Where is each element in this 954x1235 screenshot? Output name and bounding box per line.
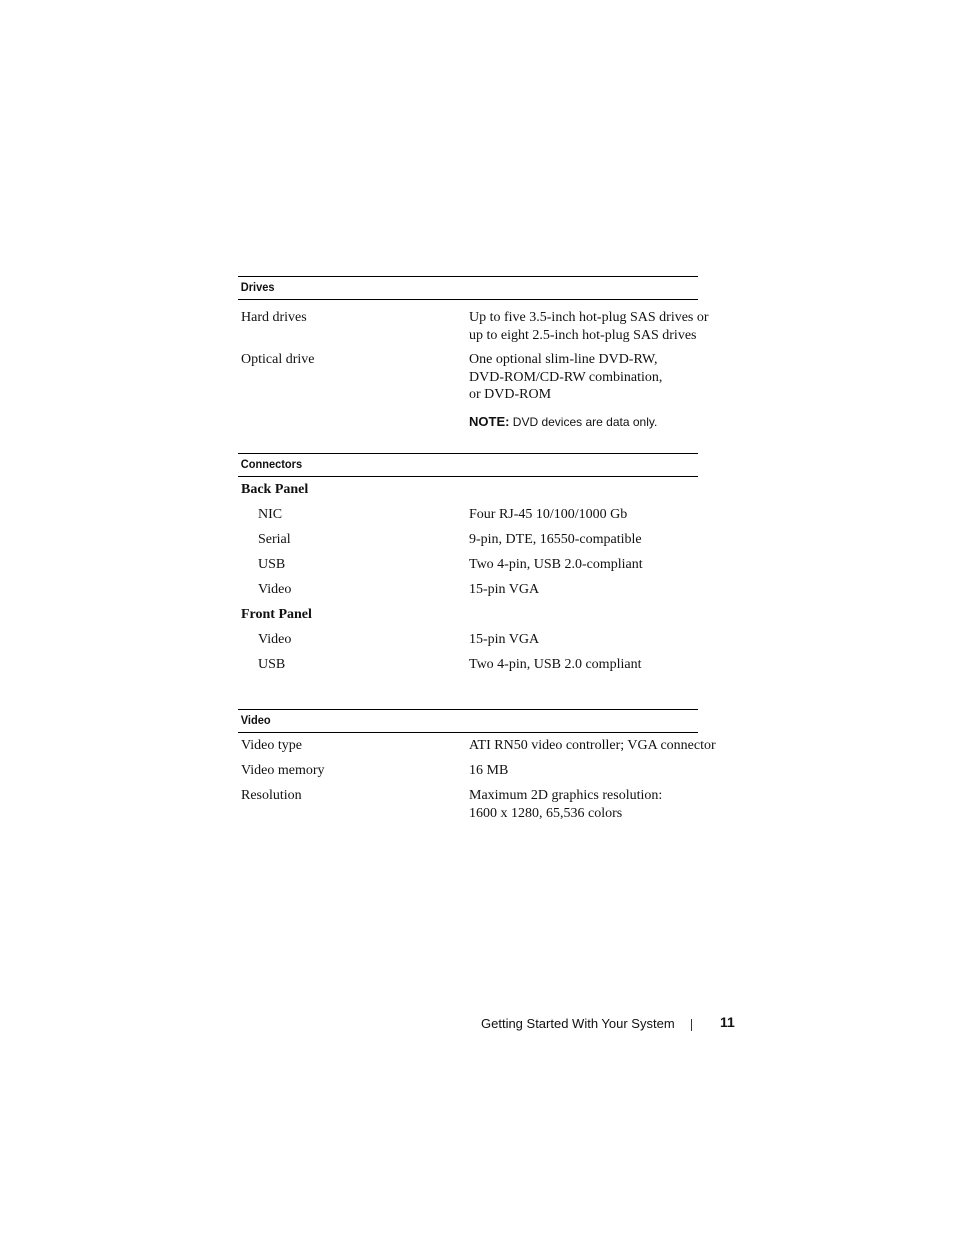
drives-section bbox=[238, 276, 738, 433]
spec-label: Hard drives bbox=[241, 310, 307, 325]
connectors-section bbox=[238, 453, 738, 681]
spec-row-nic bbox=[238, 506, 738, 531]
spec-value: 15-pin VGA bbox=[469, 632, 540, 647]
spec-label: Serial bbox=[258, 532, 291, 547]
spec-value: Two 4-pin, USB 2.0 compliant bbox=[469, 657, 642, 672]
spec-value: Four RJ-45 10/100/1000 Gb bbox=[469, 507, 628, 522]
spec-row-hard-drives bbox=[238, 309, 738, 351]
subsection-title: Front Panel bbox=[241, 607, 312, 622]
note-label: NOTE: bbox=[469, 414, 510, 429]
spec-label: Resolution bbox=[241, 788, 302, 803]
spec-label: Video bbox=[258, 582, 292, 597]
spec-row-front-usb bbox=[238, 656, 738, 681]
connectors-header: Connectors bbox=[238, 453, 698, 477]
spec-label: Video type bbox=[241, 738, 302, 753]
spec-label: NIC bbox=[258, 507, 283, 522]
spec-value-line: ATI RN50 video controller; VGA connector bbox=[469, 738, 716, 753]
note-row bbox=[238, 413, 738, 433]
note-text: DVD devices are data only. bbox=[509, 415, 658, 429]
spec-label: USB bbox=[258, 557, 286, 572]
spec-value-line: 1600 x 1280, 65,536 colors bbox=[469, 805, 623, 821]
spec-value-line: Maximum 2D graphics resolution: bbox=[469, 788, 663, 803]
spec-value: 9-pin, DTE, 16550-compatible bbox=[469, 532, 642, 547]
spec-row-serial bbox=[238, 531, 738, 556]
footer-chapter-title: Getting Started With Your System bbox=[481, 1016, 675, 1031]
spec-value bbox=[469, 309, 739, 344]
spec-row-usb bbox=[238, 556, 738, 581]
spec-label: Optical drive bbox=[241, 352, 315, 367]
video-header: Video bbox=[238, 709, 698, 733]
spec-row-video-memory bbox=[238, 762, 738, 787]
spec-value: 15-pin VGA bbox=[469, 582, 540, 597]
page-number: 11 bbox=[720, 1014, 735, 1030]
front-panel-heading bbox=[238, 606, 738, 631]
spec-value bbox=[469, 787, 739, 822]
spec-value-line: One optional slim-line DVD-RW, bbox=[469, 352, 658, 367]
subsection-title: Back Panel bbox=[241, 482, 309, 497]
spec-label: Video bbox=[258, 632, 292, 647]
spec-row-resolution bbox=[238, 787, 738, 827]
spec-row-video bbox=[238, 581, 738, 606]
spec-value-line: DVD-ROM/CD-RW combination, bbox=[469, 369, 663, 385]
note bbox=[469, 413, 739, 432]
spec-value bbox=[469, 351, 739, 404]
spec-value bbox=[469, 737, 739, 755]
spec-label: USB bbox=[258, 657, 286, 672]
video-section bbox=[238, 709, 738, 827]
spec-value-line: up to eight 2.5-inch hot-plug SAS drives bbox=[469, 327, 697, 343]
footer-divider bbox=[691, 1019, 692, 1031]
spec-value-line: Up to five 3.5-inch hot-plug SAS drives or bbox=[469, 310, 709, 325]
back-panel-heading bbox=[238, 481, 738, 506]
spec-value-line: or DVD-ROM bbox=[469, 387, 552, 402]
spec-value bbox=[469, 762, 739, 780]
spec-label: Video memory bbox=[241, 763, 325, 778]
drives-header: Drives bbox=[238, 276, 698, 300]
spec-value-line: 16 MB bbox=[469, 763, 509, 778]
spec-row-front-video bbox=[238, 631, 738, 656]
spec-row-optical-drive bbox=[238, 351, 738, 407]
spec-row-video-type bbox=[238, 737, 738, 762]
spec-value: Two 4-pin, USB 2.0-compliant bbox=[469, 557, 643, 572]
